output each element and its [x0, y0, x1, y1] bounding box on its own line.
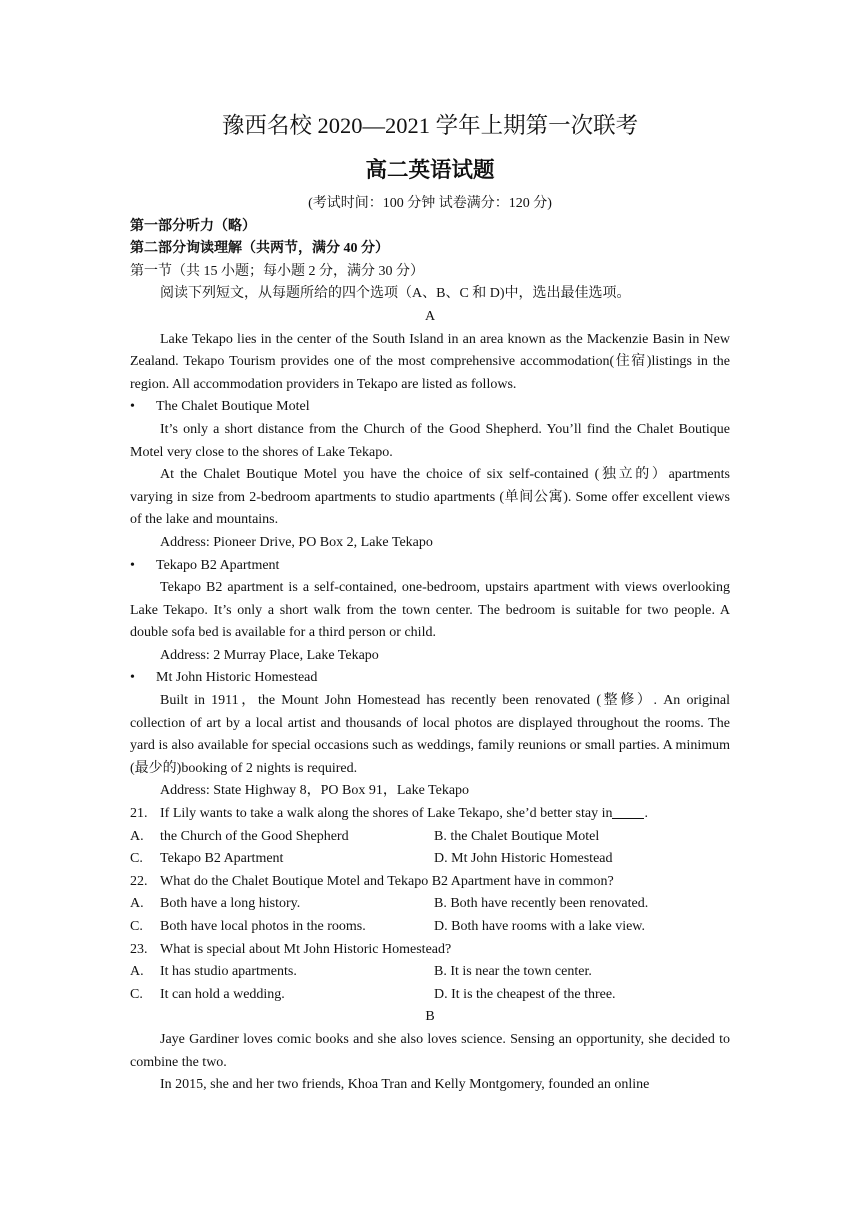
- option-text: Mt John Historic Homestead: [451, 851, 613, 867]
- question-stem-end: .: [644, 806, 648, 822]
- accommodation-item: [130, 667, 730, 690]
- section-part1: 第一部分听力（略）: [130, 218, 256, 234]
- exam-body: [130, 193, 730, 1097]
- bullet-icon: •: [130, 670, 135, 686]
- option-label: D.: [434, 919, 448, 934]
- accommodation-name: Mt John Historic Homestead: [156, 670, 318, 686]
- option-text: the Church of the Good Shepherd: [160, 828, 349, 844]
- option-label: C.: [130, 919, 143, 934]
- accommodation-paragraph: Tekapo B2 apartment is a self-contained, one-bedroom, upstairs apartment with views overlooking Lake Tekapo. It’s only a short walk from the town center. The bedroom is suitable for two people. A double sofa bed is available for a third person or child.: [130, 580, 730, 641]
- option-row: [130, 961, 730, 984]
- passage-a-intro: Lake Tekapo lies in the center of the South Island in an area known as the Mackenzie Basin in New Zealand. Tekapo Tourism provides one of the most comprehensive accommodation(住宿)listings in the region. All accommodation providers in Tekapo are listed as follows.: [130, 331, 730, 392]
- option-label: B.: [434, 896, 447, 912]
- option-label: B.: [434, 828, 447, 844]
- option-text: It is the cheapest of the three.: [451, 986, 616, 1002]
- option-label: B.: [434, 964, 447, 980]
- option-label: D.: [434, 851, 448, 867]
- passage-b-paragraph: Jaye Gardiner loves comic books and she also loves science. Sensing an opportunity, she decided to combine the two.: [130, 1031, 730, 1070]
- option-text: Both have local photos in the rooms.: [160, 919, 366, 934]
- option-text: It is near the town center.: [450, 964, 592, 980]
- question-22: [130, 871, 730, 894]
- passage-b-paragraph: In 2015, she and her two friends, Khoa Tran and Kelly Montgomery, founded an online: [160, 1077, 650, 1093]
- bullet-icon: •: [130, 557, 135, 573]
- exam-info: (考试时间：100 分钟 试卷满分：120 分): [308, 196, 552, 211]
- instruction: 阅读下列短文，从每题所给的四个选项（A、B、C 和 D)中，选出最佳选项。: [160, 286, 631, 302]
- accommodation-paragraph: It’s only a short distance from the Church of the Good Shepherd. You’ll find the Chalet Boutique Motel very close to the shores of Lake Tekapo.: [130, 421, 730, 460]
- option-row: [130, 848, 730, 871]
- question-23: [130, 939, 730, 962]
- question-stem: What is special about Mt John Historic Homestead?: [160, 941, 452, 957]
- option-text: the Chalet Boutique Motel: [450, 828, 600, 844]
- option-text: It has studio apartments.: [160, 964, 297, 980]
- option-text: Both have a long history.: [160, 896, 301, 912]
- option-row: [130, 916, 730, 939]
- option-text: Both have recently been renovated.: [450, 896, 649, 912]
- question-stem: If Lily wants to take a walk along the shores of Lake Tekapo, she’d better stay in: [160, 806, 613, 822]
- option-text: It can hold a wedding.: [160, 986, 285, 1002]
- exam-subtitle: 高二英语试题: [365, 158, 495, 183]
- question-stem: What do the Chalet Boutique Motel and Tekapo B2 Apartment have in common?: [160, 873, 614, 889]
- exam-title: 豫西名校 2020—2021 学年上期第一次联考: [221, 113, 639, 138]
- section-part2: 第二部分询读理解（共两节，满分 40 分）: [130, 241, 389, 257]
- accommodation-paragraph: Built in 1911，the Mount John Homestead has recently been renovated (整修）. An original collection of art by a local artist and thousands of local photos are displayed throughout the rooms. The yard is also available for special occasions such as weddings, family reunions or small parties. A minimum (最少的)booking of 2 nights is required.: [130, 693, 730, 776]
- accommodation-paragraph: At the Chalet Boutique Motel you have the choice of six self-contained (独立的）apartments varying in size from 2-bedroom apartments to studio apartments (单间公寓). Some offer excellent views of the lake and mountains.: [130, 467, 730, 528]
- option-row: [130, 984, 730, 1007]
- option-label: C.: [130, 851, 143, 867]
- accommodation-address: Address: Pioneer Drive, PO Box 2, Lake Tekapo: [160, 534, 433, 550]
- option-label: C.: [130, 986, 143, 1002]
- option-label: D.: [434, 986, 448, 1002]
- passage-a-label: A: [424, 308, 436, 324]
- question-number: 22.: [130, 873, 148, 889]
- answer-blank: [612, 804, 644, 819]
- question-number: 23.: [130, 941, 148, 957]
- option-text: Tekapo B2 Apartment: [160, 851, 284, 867]
- accommodation-address: Address: 2 Murray Place, Lake Tekapo: [160, 647, 379, 663]
- option-label: A.: [130, 896, 144, 912]
- passage-b-label: B: [425, 1009, 435, 1025]
- bullet-icon: •: [130, 399, 135, 415]
- option-label: A.: [130, 964, 144, 980]
- question-number: 21.: [130, 806, 148, 822]
- accommodation-item: [130, 555, 730, 578]
- option-label: A.: [130, 828, 144, 844]
- accommodation-item: [130, 396, 730, 419]
- accommodation-name: Tekapo B2 Apartment: [156, 557, 280, 573]
- accommodation-address: Address: State Highway 8，PO Box 91，Lake Tekapo: [160, 783, 470, 799]
- question-21: [130, 803, 730, 826]
- accommodation-name: The Chalet Boutique Motel: [156, 399, 310, 415]
- section-sub1: 第一节（共 15 小题；每小题 2 分，满分 30 分）: [130, 263, 424, 279]
- option-row: [130, 893, 730, 916]
- option-text: Both have rooms with a lake view.: [451, 919, 646, 934]
- option-row: [130, 826, 730, 849]
